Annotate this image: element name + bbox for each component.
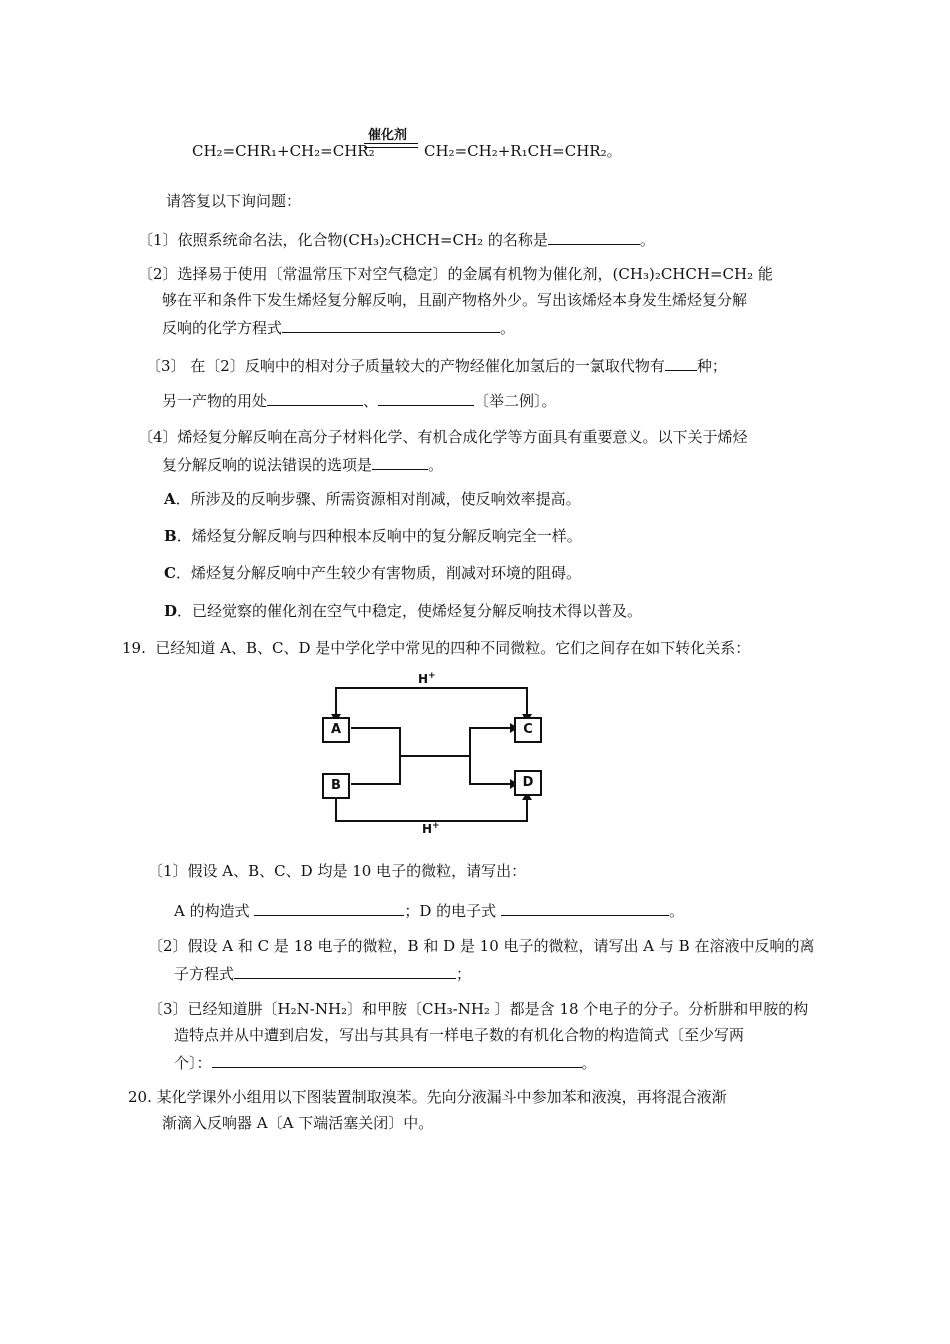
q18-part2-end: 。 — [500, 319, 516, 337]
answer-blank[interactable] — [212, 1051, 582, 1068]
q20-line1 — [128, 1087, 727, 1107]
q18-part1 — [138, 228, 655, 250]
h-plus-bottom: H+ — [422, 821, 440, 836]
answer-blank[interactable] — [372, 453, 428, 470]
q19-number: 19. — [122, 639, 146, 657]
q19-part3-line3 — [174, 1051, 597, 1073]
catalyst-label: 催化剂 — [368, 128, 408, 143]
q19-part2-text: 子方程式 — [174, 965, 235, 983]
separator: 、 — [363, 392, 379, 410]
q19-part3-text: 个〕： — [174, 1054, 212, 1072]
option-a[interactable]: A．所涉及的反响步骤、所需资源相对削减，使反响效率提高。 — [164, 490, 581, 508]
q20-line2: 渐滴入反响器 A〔A 下端活塞关闭〕中。 — [162, 1114, 434, 1132]
q18-part4-line1: 〔4〕烯烃复分解反响在高分子材料化学、有机合成化学等方面具有重要意义。以下关于烯烃 — [138, 428, 748, 446]
answer-blank[interactable] — [254, 899, 404, 916]
q18-part3-use: 另一产物的用处 — [162, 392, 268, 410]
option-d[interactable]: D．已经觉察的催化剂在空气中稳定，使烯烃复分解反响技术得以普及。 — [164, 602, 643, 620]
q18-part4-line2 — [162, 453, 443, 475]
q18-part3-text: 〔3〕 在〔2〕反响中的相对分子质量较大的产物经催化加氢后的一氯取代物有 — [146, 357, 665, 375]
answer-blank[interactable] — [548, 228, 640, 245]
q18-part3-note: 〔举二例〕。 — [474, 392, 557, 410]
q19-part3-line2: 造特点并从中遭到启发，写出与其具有一样电子数的有机化合物的构造简式〔至少写两 — [174, 1026, 745, 1044]
answer-blank[interactable] — [234, 962, 456, 979]
q19-part1-end: 。 — [668, 902, 684, 920]
option-b-text: 烯烃复分解反响与四种根本反响中的复分解反响完全一样。 — [191, 527, 582, 545]
q20-number: 20. — [128, 1088, 152, 1106]
answer-blank[interactable] — [282, 316, 500, 333]
q18-part4-text: 复分解反响的说法错误的选项是 — [162, 456, 373, 474]
q19-part2-line1: 〔2〕假设 A 和 C 是 18 电子的微粒，B 和 D 是 10 电子的微粒，请写出 A 与 B 在溶液中反响的离 — [148, 937, 815, 955]
answer-blank[interactable] — [665, 354, 697, 371]
answer-blank[interactable] — [378, 389, 474, 406]
answer-blank[interactable] — [267, 389, 363, 406]
conversion-diagram — [318, 668, 548, 838]
q18-part4-end: 。 — [428, 456, 444, 474]
q19-part2-line2 — [174, 962, 471, 984]
q19-part1-a: A 的构造式 — [174, 902, 250, 920]
node-a: A — [322, 717, 350, 743]
q18-part2-text: 反响的化学方程式 — [162, 319, 283, 337]
option-c[interactable]: C．烯烃复分解反响中产生较少有害物质，削减对环境的阻碍。 — [164, 564, 581, 582]
q18-part3-line1 — [146, 354, 727, 376]
node-b: B — [322, 773, 350, 799]
q19-text: 已经知道 A、B、C、D 是中学化学中常见的四种不同微粒。它们之间存在如下转化关系： — [155, 639, 751, 657]
q18-part1-end: 。 — [639, 231, 655, 249]
option-c-text: 烯烃复分解反响中产生较少有害物质，削减对环境的阻碍。 — [190, 564, 581, 582]
q18-part2-line3 — [162, 316, 515, 338]
q18-part2-line1: 〔2〕选择易于使用〔常温常压下对空气稳定〕的金属有机物为催化剂，(CH₃)₂CHCH=CH₂ 能 — [138, 265, 773, 283]
q19-heading — [122, 638, 750, 658]
q19-part1-line1: 〔1〕假设 A、B、C、D 均是 10 电子的微粒，请写出： — [148, 862, 527, 880]
q18-part1-text: 〔1〕依照系统命名法，化合物(CH₃)₂CHCH=CH₂ 的名称是 — [138, 231, 548, 249]
option-d-text: 已经觉察的催化剂在空气中稳定，使烯烃复分解反响技术得以普及。 — [192, 602, 643, 620]
q18-part3-end: 种； — [696, 357, 727, 375]
q20-text: 某化学课外小组用以下图装置制取溴苯。先向分液漏斗中参加苯和液溴，再将混合液渐 — [156, 1088, 727, 1106]
option-b[interactable]: B．烯烃复分解反响与四种根本反响中的复分解反响完全一样。 — [164, 527, 582, 545]
option-a-text: 所涉及的反响步骤、所需资源相对削减，使反响效率提高。 — [190, 490, 581, 508]
q19-part3-end: 。 — [581, 1054, 597, 1072]
q18-intro: 请答复以下询问题： — [166, 192, 302, 210]
equation-left: CH₂=CHR₁+CH₂=CHR₂ — [192, 142, 375, 160]
equilibrium-arrow — [364, 122, 418, 156]
q19-part2-end: ； — [456, 965, 472, 983]
q19-part1-d: ；D 的电子式 — [404, 902, 497, 920]
node-c: C — [514, 717, 542, 743]
q18-part2-line2: 够在平和条件下发生烯烃复分解反响，且副产物格外少。写出该烯烃本身发生烯烃复分解 — [162, 291, 748, 309]
node-d: D — [514, 770, 542, 796]
equation-right: CH₂=CH₂+R₁CH=CHR₂。 — [424, 142, 622, 160]
answer-blank[interactable] — [501, 899, 669, 916]
q19-part3-line1: 〔3〕已经知道肼〔H₂N-NH₂〕和甲胺〔CH₃-NH₂ 〕都是含 18 个电子的分子。分析肼和甲胺的构 — [148, 1000, 809, 1018]
q18-part3-line2 — [162, 389, 557, 411]
q19-part1-line2 — [174, 899, 684, 921]
h-plus-top: H+ — [418, 671, 436, 686]
